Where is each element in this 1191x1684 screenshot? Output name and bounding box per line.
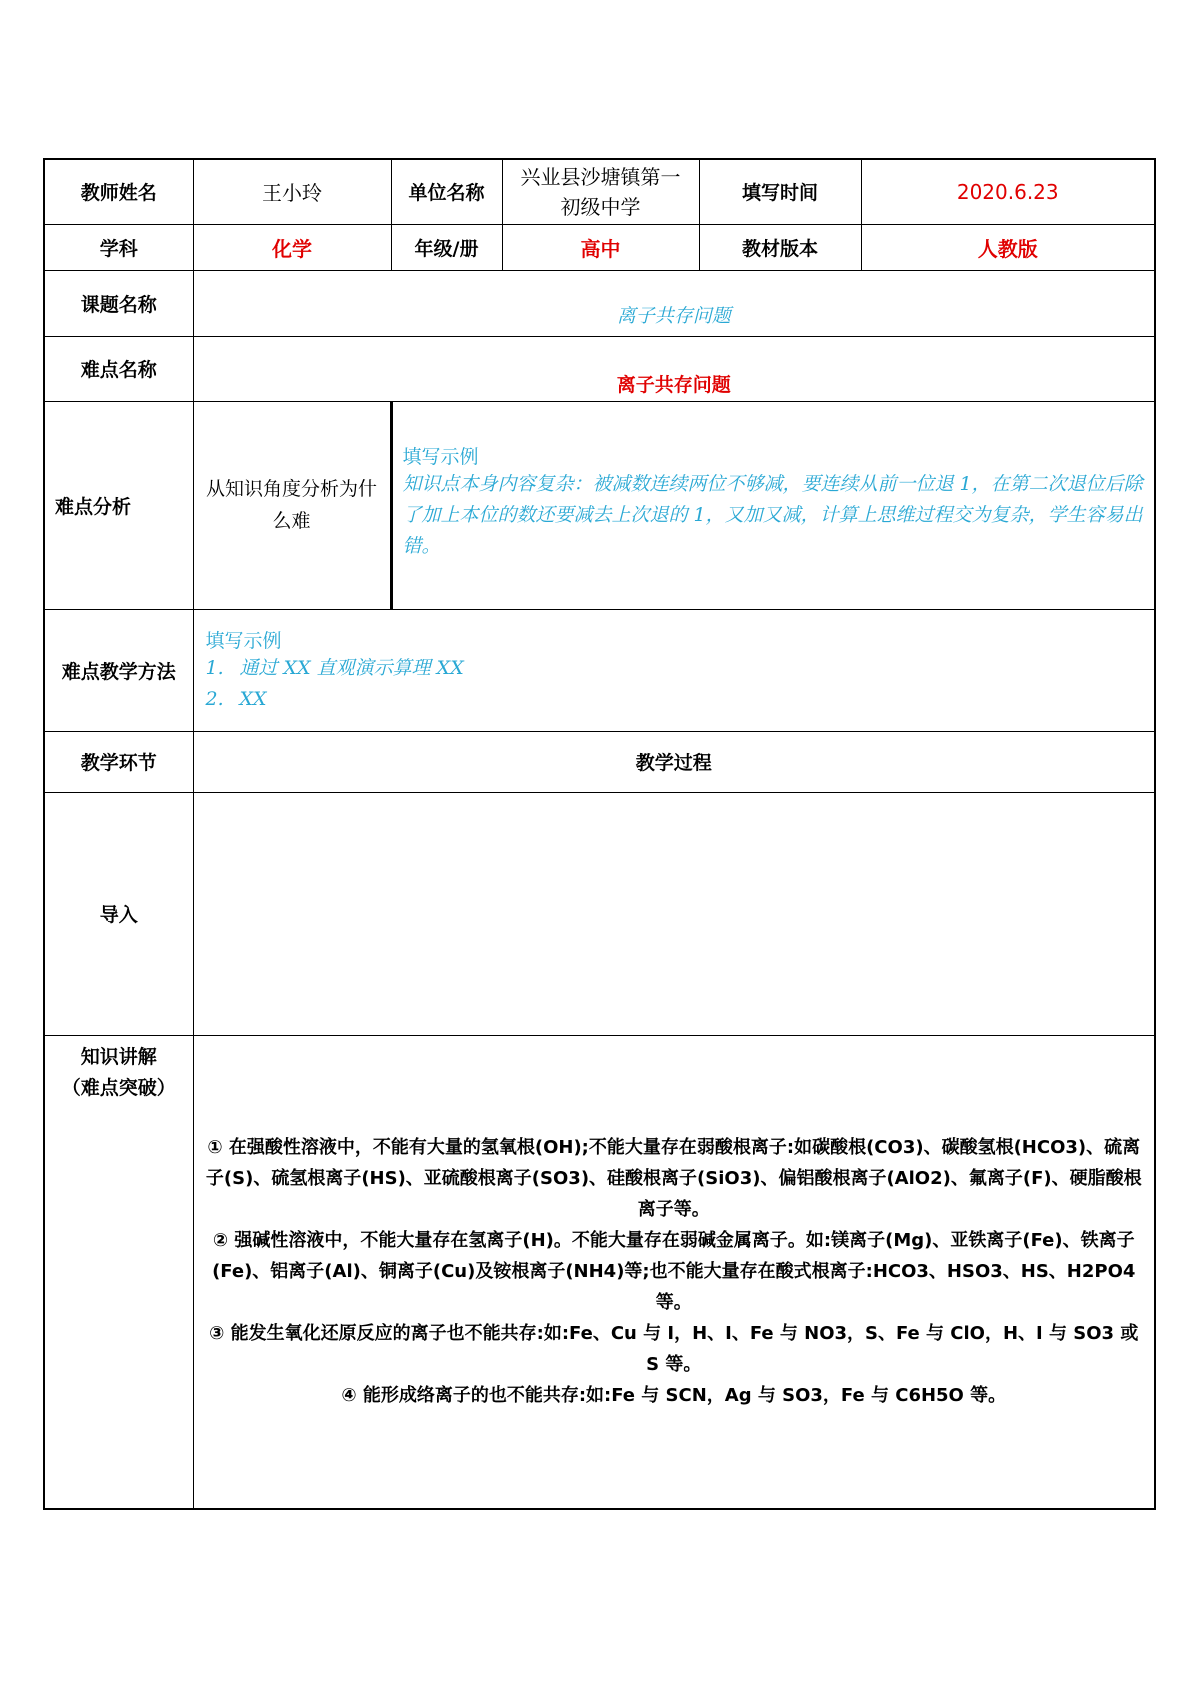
method-row: [44, 609, 1155, 731]
knowledge-label: [44, 1035, 193, 1509]
lesson-plan-form: [43, 158, 1154, 1510]
unit-value-line1: 兴业县沙塘镇第一: [520, 164, 681, 189]
topic-row: [44, 270, 1155, 336]
teacher-value: 王小玲: [193, 159, 391, 224]
difficulty-cell: [193, 336, 1155, 401]
method-item-text: 通过 XX 直观演示算理 XX: [239, 656, 464, 679]
knowledge-row: [44, 1035, 1155, 1509]
edition-label: 教材版本: [699, 224, 861, 270]
analysis-label: 难点分析: [44, 401, 193, 609]
header-row-1: [44, 159, 1155, 224]
difficulty-row: [44, 336, 1155, 401]
subject-label: 学科: [44, 224, 193, 270]
difficulty-label: 难点名称: [44, 336, 193, 401]
topic-label: 课题名称: [44, 270, 193, 336]
grade-value: 高中: [502, 224, 699, 270]
process-row: [44, 731, 1155, 792]
lesson-plan-table: [43, 158, 1156, 1510]
edition-value: 人教版: [861, 224, 1155, 270]
knowledge-content: [193, 1035, 1155, 1509]
knowledge-label-line1: 知识讲解: [80, 1045, 157, 1068]
knowledge-paragraph: ③ 能发生氧化还原反应的离子也不能共存:如:Fe、Cu 与 I，H、I、Fe 与 NO3，S、Fe 与 ClO，H、I 与 SO3 或 S 等。: [209, 1322, 1139, 1375]
analysis-example-cell: [391, 401, 1155, 609]
method-item: [206, 653, 1143, 684]
method-item: [206, 684, 1143, 715]
knowledge-paragraph: ② 强碱性溶液中，不能大量存在氢离子(H)。不能大量存在弱碱金属离子。如:镁离子(Mg)、亚铁离子(Fe)、铁离子(Fe)、铝离子(Al)、铜离子(Cu)及铵根离子(NH4)等;也不能大量存在酸式根离子:HCO3、HSO3、HS、H2PO4 等。: [212, 1229, 1136, 1313]
knowledge-paragraph: ④ 能形成络离子的也不能共存:如:Fe 与 SCN，Ag 与 SO3，Fe 与 C6H5O 等。: [341, 1384, 1007, 1406]
method-example-title: 填写示例: [205, 629, 282, 652]
method-item-number: 2.: [205, 687, 224, 710]
header-row-2: [44, 224, 1155, 270]
unit-value-line2: 初级中学: [560, 194, 641, 219]
process-value: 教学过程: [193, 731, 1155, 792]
topic-cell: [193, 270, 1155, 336]
method-item-text: XX: [239, 687, 267, 710]
process-label: 教学环节: [44, 731, 193, 792]
unit-value: [502, 159, 699, 224]
subject-value: 化学: [193, 224, 391, 270]
knowledge-label-line2: （难点突破）: [61, 1076, 176, 1099]
analysis-example-title: 填写示例: [402, 445, 479, 468]
method-cell: [193, 609, 1155, 731]
intro-content: [193, 792, 1155, 1035]
analysis-row: [44, 401, 1155, 609]
intro-label: 导入: [44, 792, 193, 1035]
difficulty-value: 离子共存问题: [616, 373, 731, 396]
method-item-number: 1.: [205, 656, 224, 679]
topic-value: 离子共存问题: [616, 304, 731, 327]
grade-label: 年级/册: [391, 224, 502, 270]
date-label: 填写时间: [699, 159, 861, 224]
analysis-sub-label: 从知识角度分析为什么难: [193, 401, 391, 609]
analysis-example-text: 知识点本身内容复杂：被减数连续两位不够减，要连续从前一位退 1，在第二次退位后除了加上本位的数还要减去上次退的 1，又加又减，计算上思维过程交为复杂，学生容易出错。: [402, 472, 1143, 557]
unit-label: 单位名称: [391, 159, 502, 224]
method-label: 难点教学方法: [44, 609, 193, 731]
intro-row: [44, 792, 1155, 1035]
teacher-label: 教师姓名: [44, 159, 193, 224]
knowledge-paragraph: ① 在强酸性溶液中，不能有大量的氢氧根(OH);不能大量存在弱酸根离子:如碳酸根(CO3)、碳酸氢根(HCO3)、硫离子(S)、硫氢根离子(HS)、亚硫酸根离子(SO3)、硅酸根离子(SiO3)、偏铝酸根离子(AlO2)、氟离子(F)、硬脂酸根离子等。: [205, 1136, 1142, 1220]
date-value: 2020.6.23: [861, 159, 1155, 224]
